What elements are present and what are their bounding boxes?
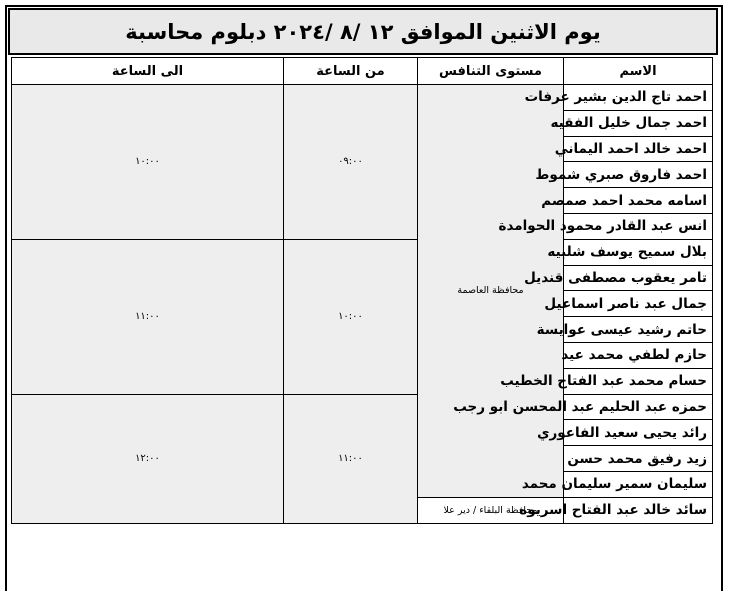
student-name: حازم لطفي محمد عيد — [564, 342, 713, 368]
student-name: بلال سميح يوسف شلبيه — [564, 239, 713, 265]
from-time-cell: ٠٩:٠٠ — [284, 85, 418, 240]
student-name: تامر يعقوب مصطفى قنديل — [564, 265, 713, 291]
student-name: حاتم رشيد عيسى عوايسة — [564, 317, 713, 343]
to-time-cell: ١١:٠٠ — [12, 239, 284, 394]
student-name: حمزه عبد الحليم عبد المحسن ابو رجب — [564, 394, 713, 420]
level-cell: محافظة العاصمة — [418, 85, 564, 498]
level-cell: محافظة البلقاء / دير علا — [418, 497, 564, 523]
student-name: اسامه محمد احمد صمصم — [564, 188, 713, 214]
to-time-cell: ١٠:٠٠ — [12, 85, 284, 240]
student-name: احمد جمال خليل الفقيه — [564, 110, 713, 136]
from-time-cell: ١١:٠٠ — [284, 394, 418, 523]
student-name: انس عبد القادر محمود الحوامدة — [564, 213, 713, 239]
student-name: رائد يحيى سعيد الفاعوري — [564, 420, 713, 446]
table-row — [12, 85, 713, 111]
exam-schedule-table — [11, 57, 713, 524]
student-name: سليمان سمير سليمان محمد — [564, 471, 713, 497]
column-header-level: مستوى التنافس — [418, 58, 564, 85]
student-name: احمد خالد احمد اليماني — [564, 136, 713, 162]
page-title: يوم الاثنين الموافق ١٢ /٨ /٢٠٢٤ دبلوم محاسبة — [8, 8, 718, 55]
header-row — [12, 58, 713, 85]
table-row — [12, 394, 713, 420]
column-header-to: الى الساعة — [12, 58, 284, 85]
student-name: جمال عبد ناصر اسماعيل — [564, 291, 713, 317]
from-time-cell: ١٠:٠٠ — [284, 239, 418, 394]
student-name: حسام محمد عبد الفتاح الخطيب — [564, 368, 713, 394]
student-name: زيد رفيق محمد حسن — [564, 446, 713, 472]
student-name: احمد تاج الدين بشير عرفات — [564, 85, 713, 111]
column-header-from: من الساعة — [284, 58, 418, 85]
student-name: احمد فاروق صبري شموط — [564, 162, 713, 188]
column-header-name: الاسم — [564, 58, 713, 85]
table-row — [12, 239, 713, 265]
student-name: سائد خالد عبد الفتاح اسريوه — [564, 497, 713, 523]
to-time-cell: ١٢:٠٠ — [12, 394, 284, 523]
